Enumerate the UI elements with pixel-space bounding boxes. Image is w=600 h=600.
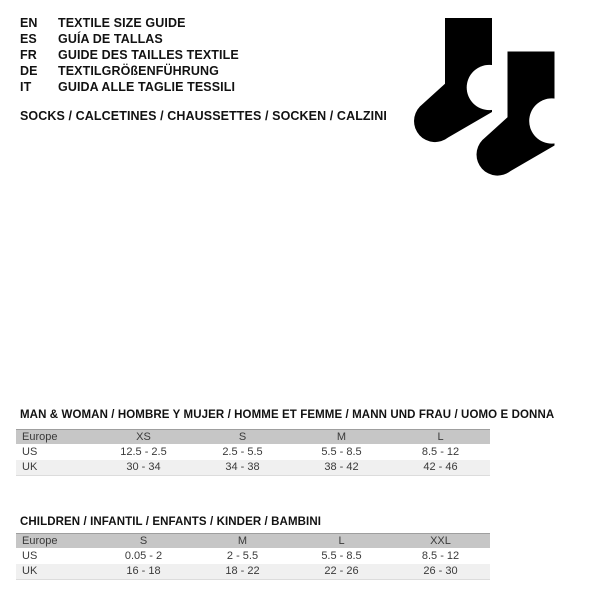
cell-value: 5.5 - 8.5 (321, 445, 362, 458)
language-code: FR (20, 48, 37, 62)
column-header-xxl: XXL (430, 534, 451, 547)
language-label: GUIDA ALLE TAGLIE TESSILI (58, 80, 236, 94)
table-header-row (16, 534, 490, 548)
man-woman-title: MAN & WOMAN / HOMBRE Y MUJER / HOMME ET FEMME / MANN UND FRAU / UOMO E DONNA (20, 409, 555, 421)
table-row-us (16, 444, 490, 460)
column-header-xs: XS (136, 430, 151, 443)
cell-value: 2 - 5.5 (226, 549, 259, 562)
language-code: IT (20, 80, 32, 94)
language-row-de (20, 63, 239, 79)
language-label: GUÍA DE TALLAS (58, 32, 163, 46)
cell-value: 8.5 - 12 (421, 445, 460, 458)
language-code: ES (20, 32, 37, 46)
children-title: CHILDREN / INFANTIL / ENFANTS / KINDER / BAMBINI (20, 516, 322, 528)
language-row-it (20, 79, 239, 95)
cell-value: 5.5 - 8.5 (321, 549, 362, 562)
cell-value: 30 - 34 (126, 461, 161, 474)
cell-value: 16 - 18 (126, 565, 161, 578)
column-header-s: S (238, 430, 247, 443)
language-row-es (20, 31, 239, 47)
cell-value: 12.5 - 2.5 (120, 445, 167, 458)
row-label: US (22, 445, 38, 458)
column-header-m: M (237, 534, 248, 547)
table-row-uk (16, 564, 490, 580)
language-list (20, 15, 239, 95)
cell-value: 18 - 22 (225, 565, 260, 578)
man-woman-section (16, 409, 555, 476)
row-label: US (22, 549, 38, 562)
column-header-l: L (437, 430, 444, 443)
column-header-s: S (139, 534, 148, 547)
cell-value: 26 - 30 (423, 565, 458, 578)
language-row-en (20, 15, 239, 31)
table-row-uk (16, 460, 490, 476)
language-label: TEXTILE SIZE GUIDE (58, 16, 186, 30)
cell-value: 22 - 26 (324, 565, 359, 578)
cell-value: 34 - 38 (225, 461, 260, 474)
cell-value: 0.05 - 2 (124, 549, 163, 562)
column-header-europe: Europe (22, 534, 58, 547)
cell-value: 2.5 - 5.5 (222, 445, 263, 458)
row-label: UK (22, 565, 38, 578)
children-table (16, 533, 490, 580)
language-code: EN (20, 16, 38, 30)
man-woman-table (16, 429, 490, 476)
cell-value: 42 - 46 (423, 461, 458, 474)
children-section (16, 516, 484, 580)
cell-value: 38 - 42 (324, 461, 359, 474)
column-header-l: L (338, 534, 345, 547)
column-header-europe: Europe (22, 430, 58, 443)
socks-icon (405, 15, 580, 180)
column-header-m: M (336, 430, 347, 443)
sock-left (414, 18, 512, 142)
table-row-us (16, 548, 490, 564)
language-label: TEXTILGRÖßENFÜHRUNG (58, 64, 219, 78)
table-header-row (16, 430, 490, 444)
language-code: DE (20, 64, 38, 78)
category-line: SOCKS / CALCETINES / CHAUSSETTES / SOCKEN / CALZINI (20, 109, 387, 123)
socks-icon-svg (405, 15, 580, 180)
language-row-fr (20, 47, 239, 63)
language-label: GUIDE DES TAILLES TEXTILE (58, 48, 239, 62)
cell-value: 8.5 - 12 (421, 549, 460, 562)
row-label: UK (22, 461, 38, 474)
